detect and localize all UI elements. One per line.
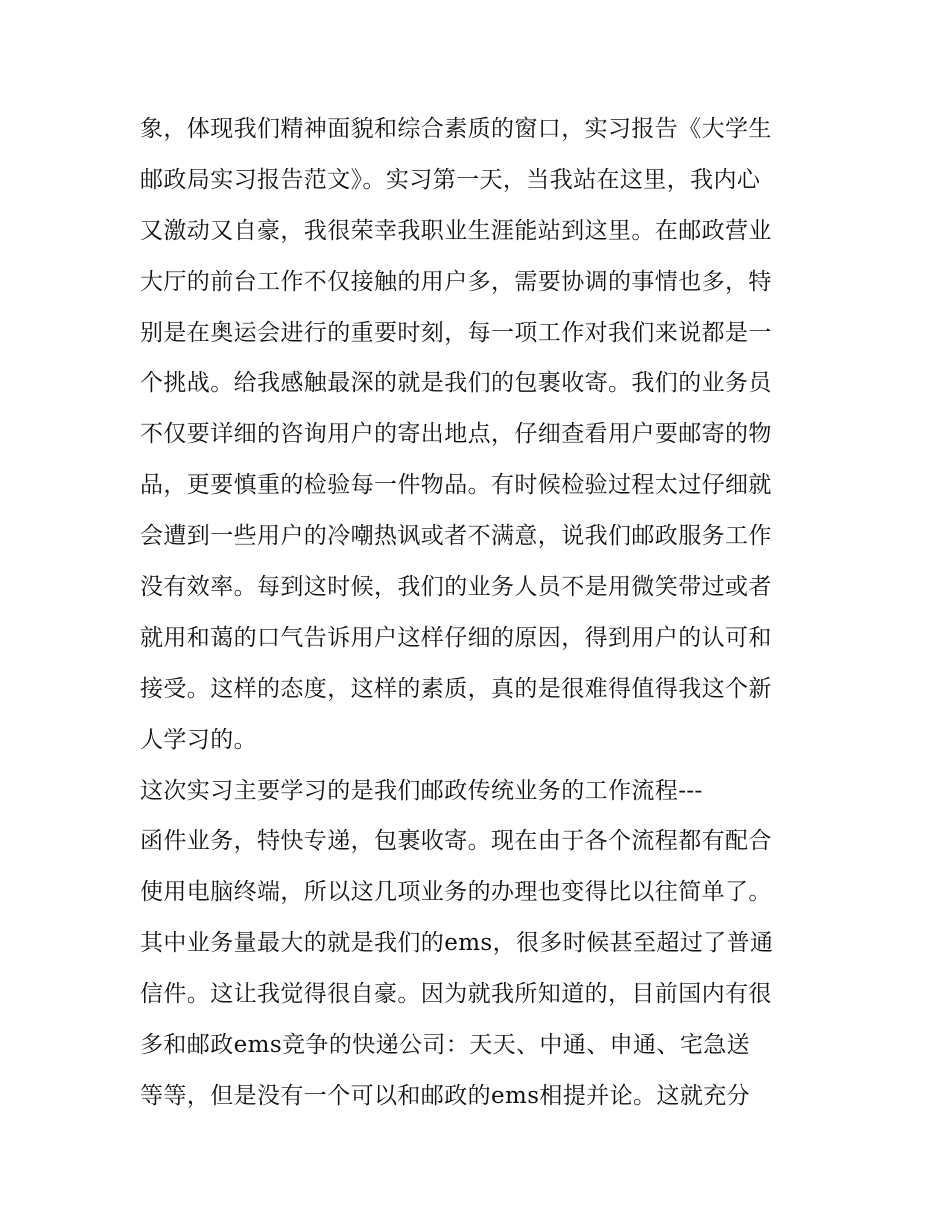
text-line: 又激动又自豪，我很荣幸我职业生涯能站到这里。在邮政营业 xyxy=(140,217,772,244)
text-line: 不仅要详细的咨询用户的寄出地点，仔细查看用户要邮寄的物 xyxy=(140,421,772,448)
text-line: 大厅的前台工作不仅接触的用户多，需要协调的事情也多，特 xyxy=(140,268,772,295)
text-line: 其中业务量最大的就是我们的ems，很多时候甚至超过了普通 xyxy=(140,930,774,957)
text-line: 等等，但是没有一个可以和邮政的ems相提并论。这就充分 xyxy=(140,1082,751,1109)
text-line: 品，更要慎重的检验每一件物品。有时候检验过程太过仔细就 xyxy=(140,472,772,499)
text-line: 多和邮政ems竞争的快递公司：天天、中通、申通、宅急送 xyxy=(140,1032,751,1059)
text-line: 人学习的。 xyxy=(140,726,257,753)
text-line: 信件。这让我觉得很自豪。因为就我所知道的，目前国内有很 xyxy=(140,981,772,1008)
text-line: 没有效率。每到这时候，我们的业务人员不是用微笑带过或者 xyxy=(140,574,772,601)
text-line: 接受。这样的态度，这样的素质，真的是很难得值得我这个新 xyxy=(140,675,772,702)
text-line: 会遭到一些用户的冷嘲热讽或者不满意，说我们邮政服务工作 xyxy=(140,523,772,550)
text-line: 使用电脑终端，所以这几项业务的办理也变得比以往简单了。 xyxy=(140,879,772,906)
text-line: 别是在奥运会进行的重要时刻，每一项工作对我们来说都是一 xyxy=(140,319,772,346)
body-text xyxy=(140,104,820,1122)
text-line: 这次实习主要学习的是我们邮政传统业务的工作流程--- xyxy=(140,777,703,804)
text-line: 个挑战。给我感触最深的就是我们的包裹收寄。我们的业务员 xyxy=(140,370,772,397)
text-line: 函件业务，特快专递，包裹收寄。现在由于各个流程都有配合 xyxy=(140,828,772,855)
text-line: 邮政局实习报告范文》。实习第一天，当我站在这里，我内心 xyxy=(140,166,761,193)
text-line: 象，体现我们精神面貌和综合素质的窗口，实习报告《大学生 xyxy=(140,116,772,142)
text-line: 就用和蔼的口气告诉用户这样仔细的原因，得到用户的认可和 xyxy=(140,624,772,651)
